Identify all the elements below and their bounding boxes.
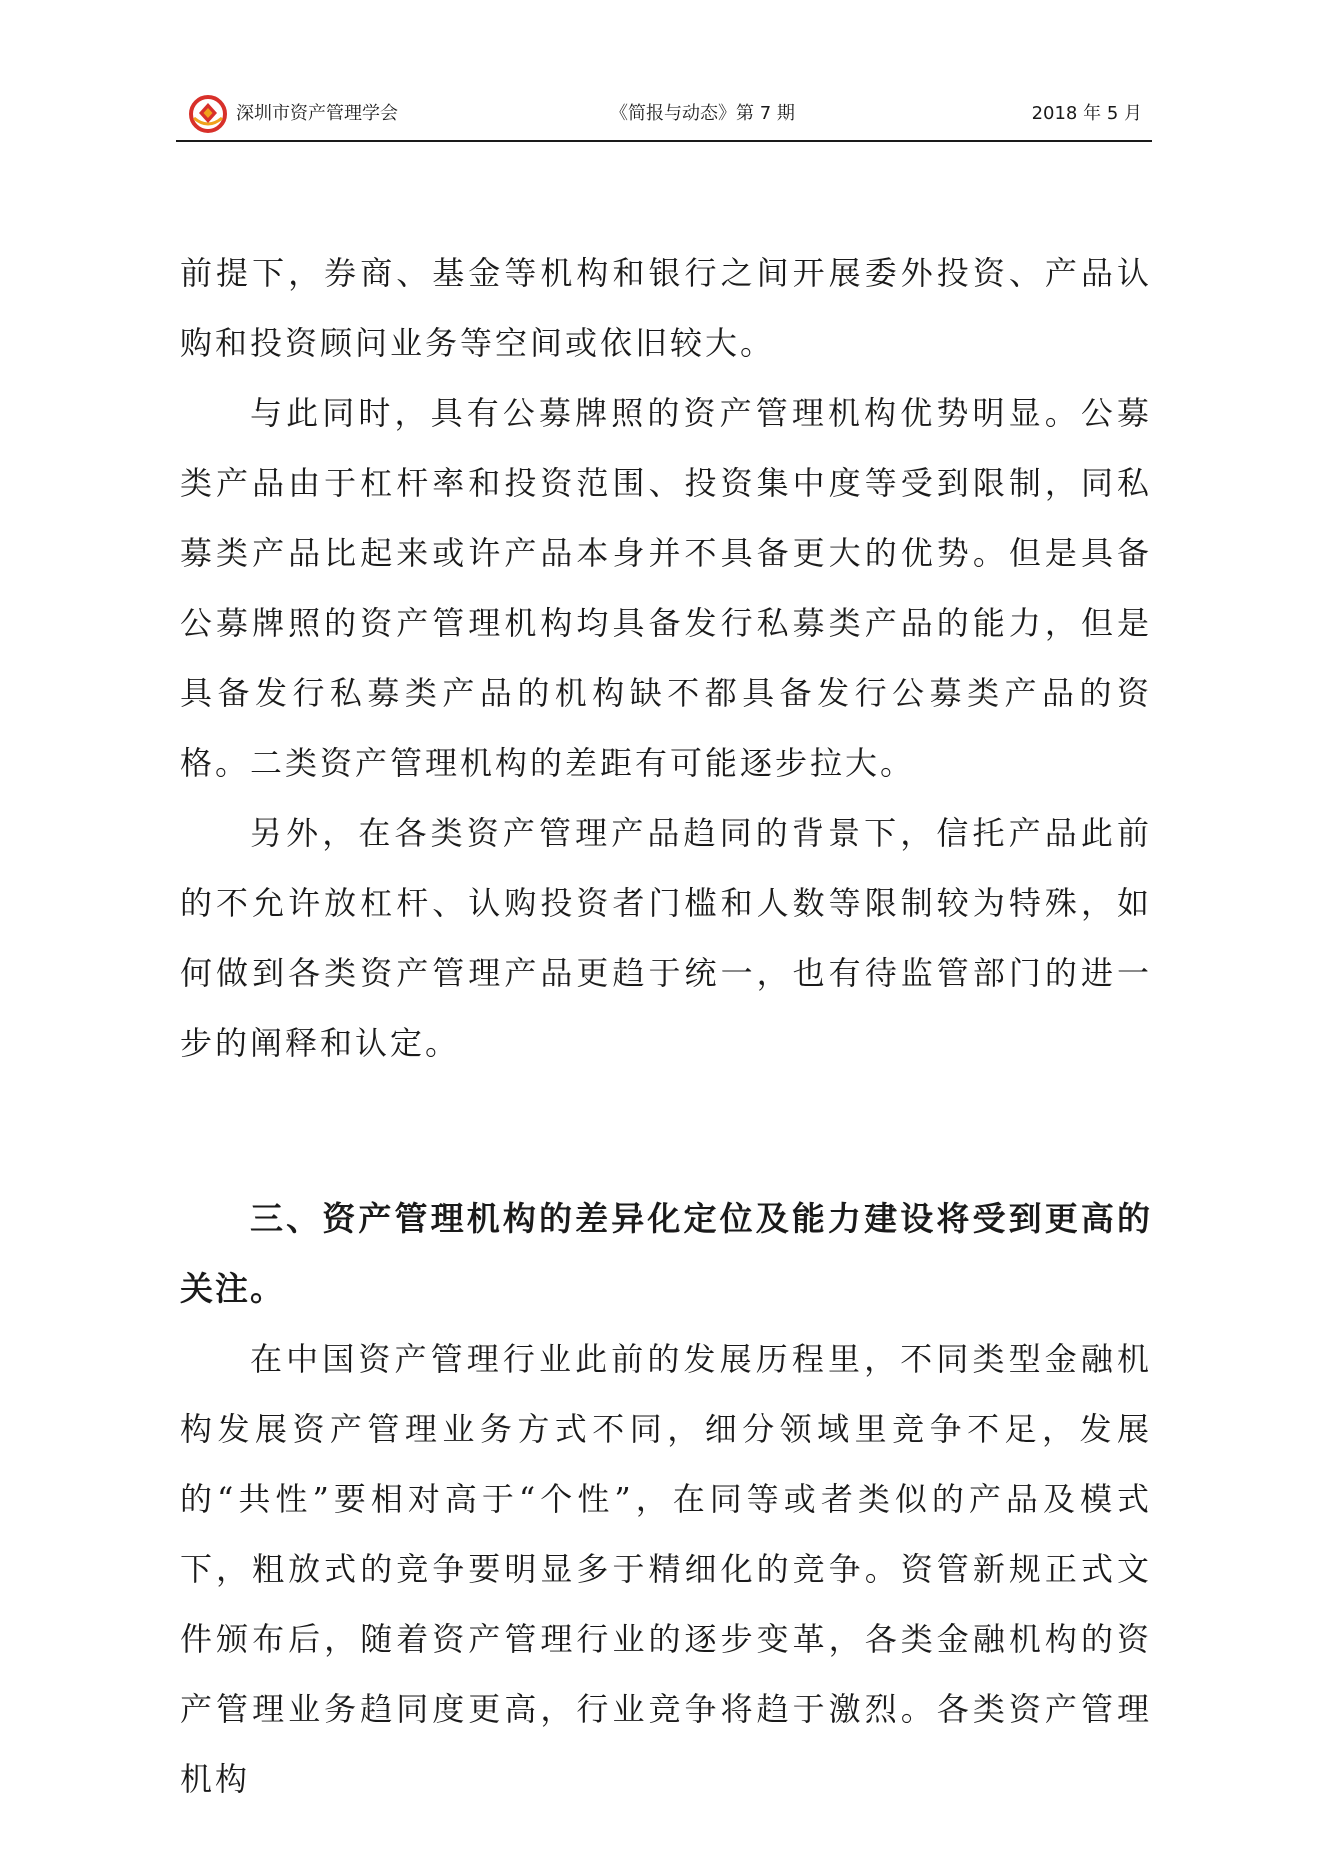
body-paragraph: 与此同时，具有公募牌照的资产管理机构优势明显。公募类产品由于杠杆率和投资范围、投资集中度等受到限制，同私募类产品比起来或许产品本身并不具备更大的优势。但是具备公募牌照的资产管理机构均具备发行私募类产品的能力，但是具备发行私募类产品的机构缺不都具备发行公募类产品的资格。二类资产管理机构的差距有可能逐步拉大。 bbox=[180, 394, 1152, 782]
page-header bbox=[176, 92, 1152, 142]
organization-name: 深圳市资产管理学会 bbox=[236, 103, 398, 124]
section-heading: 三、资产管理机构的差异化定位及能力建设将受到更高的关注。 bbox=[180, 1199, 1152, 1308]
society-logo-icon bbox=[188, 94, 228, 134]
issue-title: 《简报与动态》第 7 期 bbox=[610, 103, 795, 124]
body-paragraph: 另外，在各类资产管理产品趋同的背景下，信托产品此前的不允许放杠杆、认购投资者门槛和人数等限制较为特殊，如何做到各类资产管理产品更趋于统一，也有待监管部门的进一步的阐释和认定。 bbox=[180, 814, 1152, 1062]
body-paragraph: 前提下，券商、基金等机构和银行之间开展委外投资、产品认购和投资顾问业务等空间或依旧较大。 bbox=[180, 254, 1152, 362]
header-org bbox=[188, 94, 398, 134]
issue-date: 2018 年 5 月 bbox=[1031, 103, 1142, 124]
section-paragraph: 在中国资产管理行业此前的发展历程里，不同类型金融机构发展资产管理业务方式不同，细分领域里竞争不足，发展的“共性”要相对高于“个性”，在同等或者类似的产品及模式下，粗放式的竞争要明显多于精细化的竞争。资管新规正式文件颁布后，随着资产管理行业的逐步变革，各类金融机构的资产管理业务趋同度更高，行业竞争将趋于激烈。各类资产管理机构 bbox=[180, 1340, 1152, 1798]
document-body bbox=[180, 238, 1152, 1814]
